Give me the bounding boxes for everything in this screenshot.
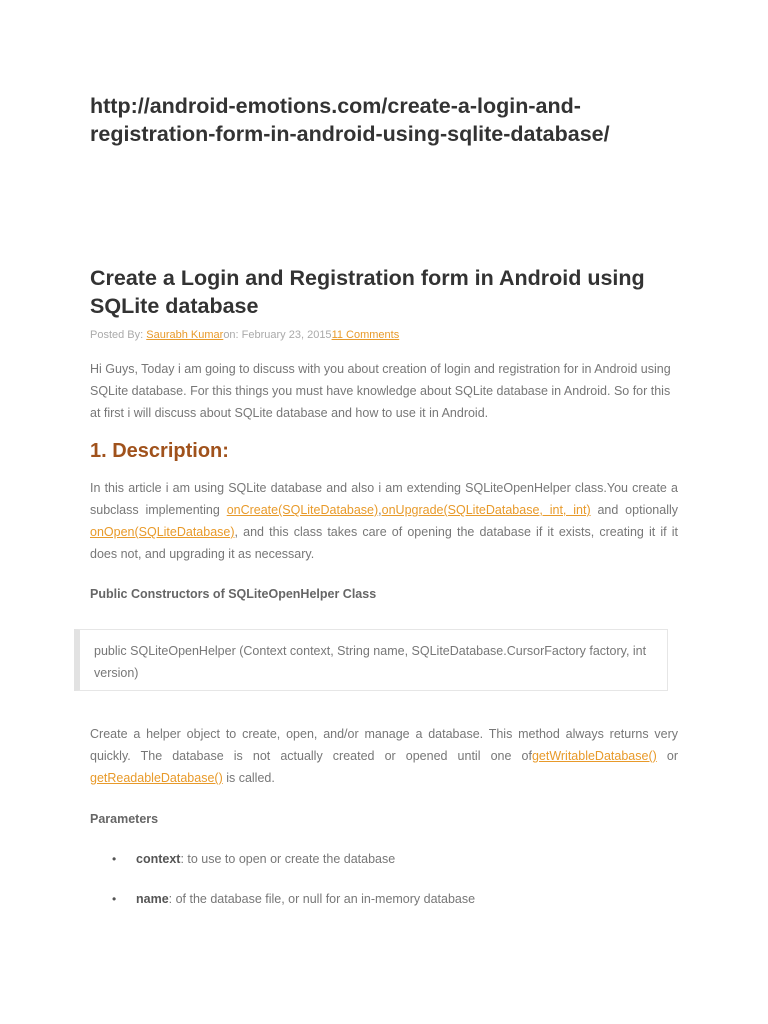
comma-separator: ,	[378, 503, 382, 517]
constructors-heading: Public Constructors of SQLiteOpenHelper Class	[90, 587, 377, 601]
helper-text-2: or	[656, 749, 678, 763]
parameters-heading: Parameters	[90, 812, 159, 826]
description-text-2: and optionally	[590, 503, 679, 517]
constructor-signature: public SQLiteOpenHelper (Context context, String name, SQLiteDatabase.CursorFactory factory, int version)	[94, 644, 647, 680]
onopen-link[interactable]: onOpen(SQLiteDatabase)	[90, 525, 235, 539]
url-heading: http://android-emotions.com/create-a-login-and-registration-form-in-android-using-sqlite-database/	[90, 94, 610, 146]
description-heading: 1. Description:	[90, 440, 229, 462]
helper-paragraph	[90, 723, 678, 789]
param-description: : of the database file, or null for an in-memory database	[168, 892, 476, 906]
onupgrade-link[interactable]: onUpgrade(SQLiteDatabase, int, int)	[381, 503, 591, 517]
posted-by-label: Posted By:	[90, 329, 147, 341]
list-item	[112, 890, 672, 908]
param-name: context	[136, 852, 181, 866]
bullet-icon: •	[112, 892, 117, 906]
description-paragraph	[90, 477, 678, 565]
list-item	[112, 850, 672, 868]
param-description: : to use to open or create the database	[180, 852, 396, 866]
description-text-3: , and this class takes care of opening the database if it exists, creating it if it does not, and upgrading it as necessary.	[90, 525, 678, 561]
helper-text-3: is called.	[222, 771, 275, 785]
constructor-code-block	[74, 629, 668, 691]
helper-text-1: Create a helper object to create, open, and/or manage a database. This method always returns very quickly. The database is not actually created or opened until one of	[90, 727, 678, 763]
description-text-1: In this article i am using SQLite database and also i am extending SQLiteOpenHelper class.You create a subclass implementing	[90, 481, 678, 517]
comments-link[interactable]: 11 Comments	[331, 329, 400, 341]
post-date: on: February 23, 2015	[223, 329, 332, 341]
intro-paragraph: Hi Guys, Today i am going to discuss with you about creation of login and registration for in Android using SQLite database. For this things you must have knowledge about SQLite database in Android. So for this at first i will discuss about SQLite database and how to use it in Android.	[90, 362, 671, 420]
getwritabledatabase-link[interactable]: getWritableDatabase()	[531, 749, 657, 763]
getreadabledatabase-link[interactable]: getReadableDatabase()	[90, 771, 223, 785]
param-name: name	[136, 892, 169, 906]
bullet-icon: •	[112, 852, 117, 866]
oncreate-link[interactable]: onCreate(SQLiteDatabase)	[226, 503, 379, 517]
author-link[interactable]: Saurabh Kumar	[146, 329, 224, 341]
post-meta	[90, 328, 690, 342]
post-title: Create a Login and Registration form in Android using SQLite database	[90, 266, 645, 318]
